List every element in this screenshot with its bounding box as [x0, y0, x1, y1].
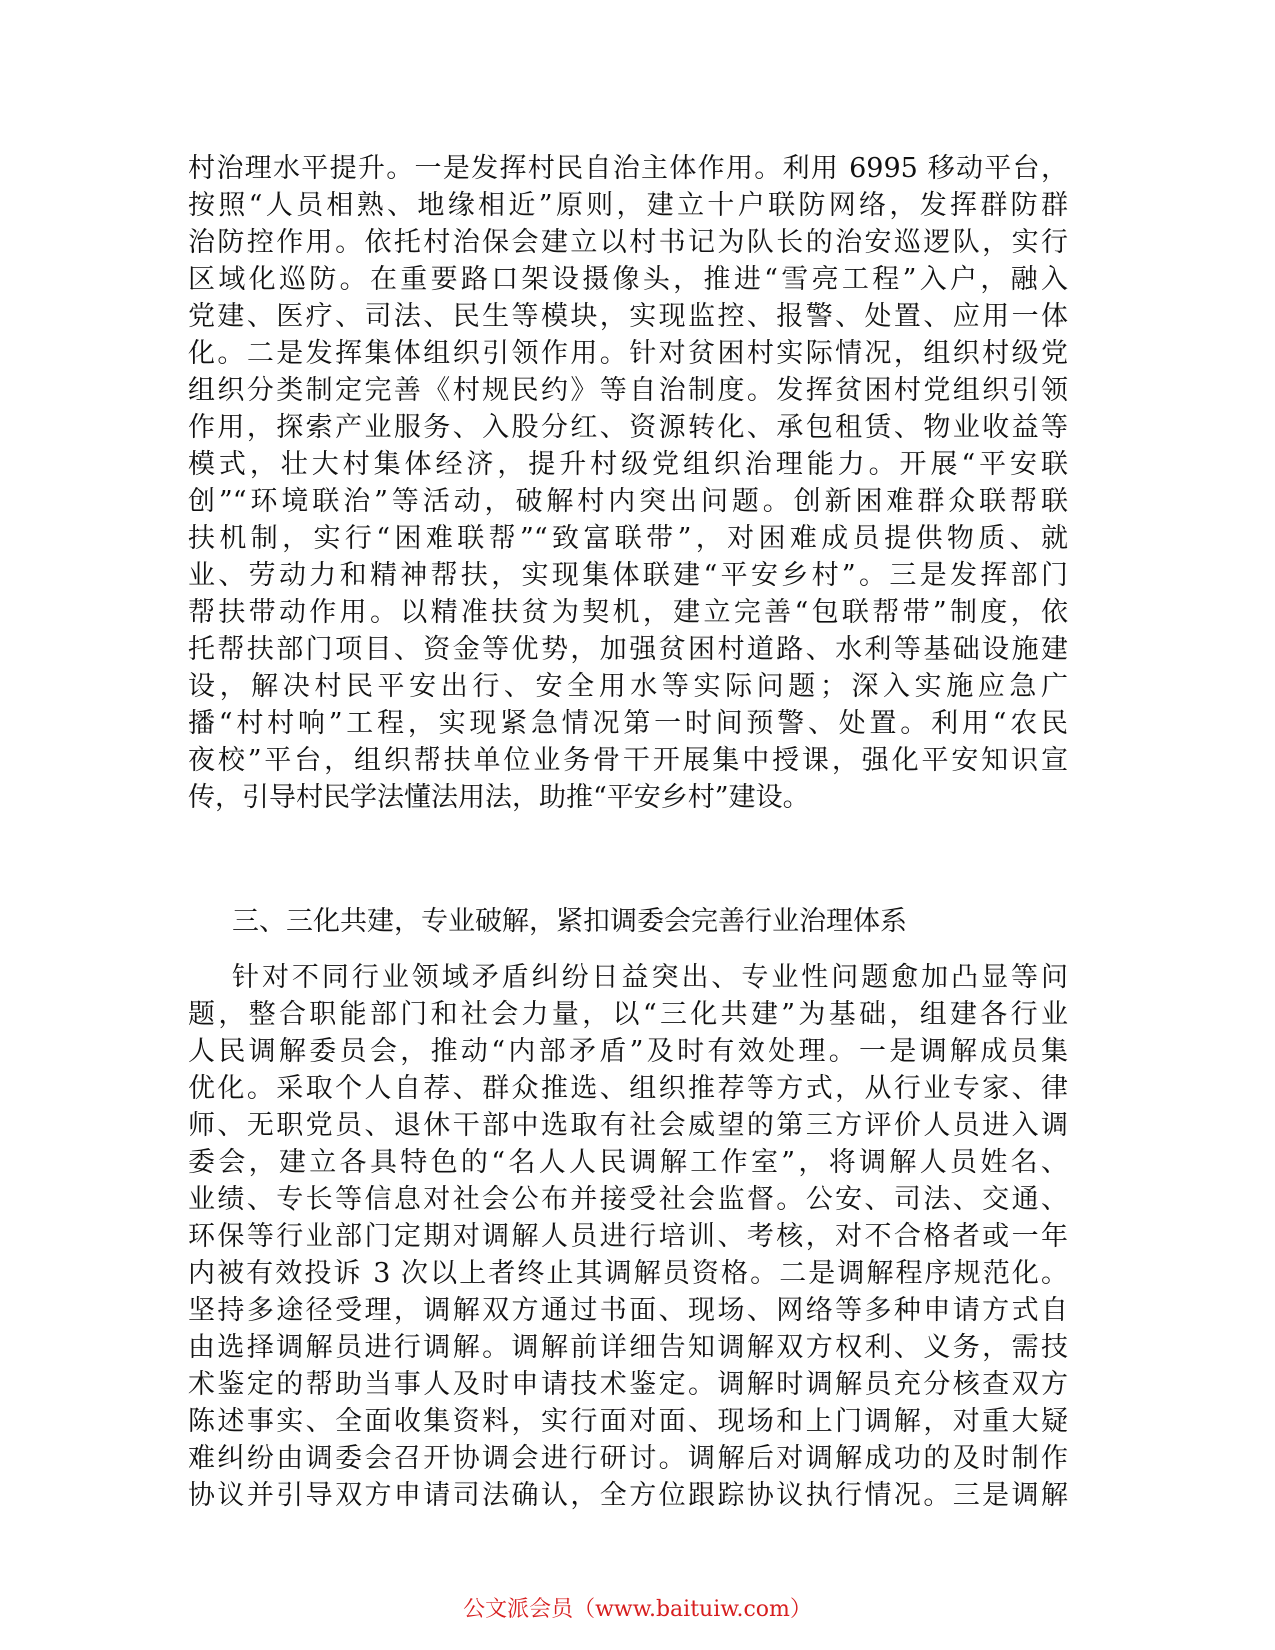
paragraph-line: 作用，探索产业服务、入股分红、资源转化、承包租赁、物业收益等	[188, 412, 1068, 443]
paragraph-line: 内被有效投诉 3 次以上者终止其调解员资格。二是调解程序规范化。	[188, 1258, 1068, 1289]
paragraph-line: 业绩、专长等信息对社会公布并接受社会监督。公安、司法、交通、	[188, 1184, 1068, 1215]
paragraph-line: 由选择调解员进行调解。调解前详细告知调解双方权利、义务，需技	[188, 1332, 1068, 1363]
paragraph-line: 术鉴定的帮助当事人及时申请技术鉴定。调解时调解员充分核查双方	[188, 1369, 1068, 1400]
paragraph-line: 村治理水平提升。一是发挥村民自治主体作用。利用 6995 移动平台，	[188, 153, 1068, 184]
paragraph-line: 化。二是发挥集体组织引领作用。针对贫困村实际情况，组织村级党	[188, 338, 1068, 369]
paragraph-line: 扶机制，实行“困难联帮”“致富联带”，对困难成员提供物质、就	[188, 523, 1068, 554]
paragraph-line: 坚持多途径受理，调解双方通过书面、现场、网络等多种申请方式自	[188, 1295, 1068, 1326]
paragraph-line: 组织分类制定完善《村规民约》等自治制度。发挥贫困村党组织引领	[188, 375, 1068, 406]
paragraph-line: 党建、医疗、司法、民生等模块，实现监控、报警、处置、应用一体	[188, 301, 1068, 332]
paragraph-line: 设，解决村民平安出行、安全用水等实际问题；深入实施应急广	[188, 671, 1068, 702]
body-paragraph-1	[188, 150, 1068, 816]
paragraph-line: 托帮扶部门项目、资金等优势，加强贫困村道路、水利等基础设施建	[188, 634, 1068, 665]
paragraph-line: 夜校”平台，组织帮扶单位业务骨干开展集中授课，强化平安知识宣	[188, 745, 1068, 776]
paragraph-line: 创”“环境联治”等活动，破解村内突出问题。创新困难群众联帮联	[188, 486, 1068, 517]
paragraph-line: 协议并引导双方申请司法确认，全方位跟踪协议执行情况。三是调解	[188, 1480, 1068, 1511]
paragraph-line: 治防控作用。依托村治保会建立以村书记为队长的治安巡逻队，实行	[188, 227, 1068, 258]
paragraph-line: 模式，壮大村集体经济，提升村级党组织治理能力。开展“平安联	[188, 449, 1068, 480]
paragraph-line: 人民调解委员会，推动“内部矛盾”及时有效处理。一是调解成员集	[188, 1036, 1068, 1067]
section-heading-3: 三、三化共建，专业破解，紧扣调委会完善行业治理体系	[232, 906, 907, 937]
paragraph-line: 环保等行业部门定期对调解人员进行培训、考核，对不合格者或一年	[188, 1221, 1068, 1252]
paragraph-line: 陈述事实、全面收集资料，实行面对面、现场和上门调解，对重大疑	[188, 1406, 1068, 1437]
paragraph-line: 业、劳动力和精神帮扶，实现集体联建“平安乡村”。三是发挥部门	[188, 560, 1068, 591]
body-paragraph-2	[188, 922, 1068, 1514]
paragraph-line: 针对不同行业领域矛盾纠纷日益突出、专业性问题愈加凸显等问	[232, 962, 1068, 993]
paragraph-line: 按照“人员相熟、地缘相近”原则，建立十户联防网络，发挥群防群	[188, 190, 1068, 221]
paragraph-line: 播“村村响”工程，实现紧急情况第一时间预警、处置。利用“农民	[188, 708, 1068, 739]
paragraph-line: 委会，建立各具特色的“名人人民调解工作室”，将调解人员姓名、	[188, 1147, 1068, 1178]
paragraph-line: 传，引导村民学法懂法用法，助推“平安乡村”建设。	[188, 782, 810, 813]
paragraph-line: 师、无职党员、退休干部中选取有社会威望的第三方评价人员进入调	[188, 1110, 1068, 1141]
footer-watermark-link[interactable]: 公文派会员（www.baituiw.com）	[463, 1597, 812, 1622]
paragraph-line: 题，整合职能部门和社会力量，以“三化共建”为基础，组建各行业	[188, 999, 1068, 1030]
paragraph-line: 帮扶带动作用。以精准扶贫为契机，建立完善“包联帮带”制度，依	[188, 597, 1068, 628]
paragraph-line: 区域化巡防。在重要路口架设摄像头，推进“雪亮工程”入户，融入	[188, 264, 1068, 295]
paragraph-line: 难纠纷由调委会召开协调会进行研讨。调解后对调解成功的及时制作	[188, 1443, 1068, 1474]
paragraph-line: 优化。采取个人自荐、群众推选、组织推荐等方式，从行业专家、律	[188, 1073, 1068, 1104]
